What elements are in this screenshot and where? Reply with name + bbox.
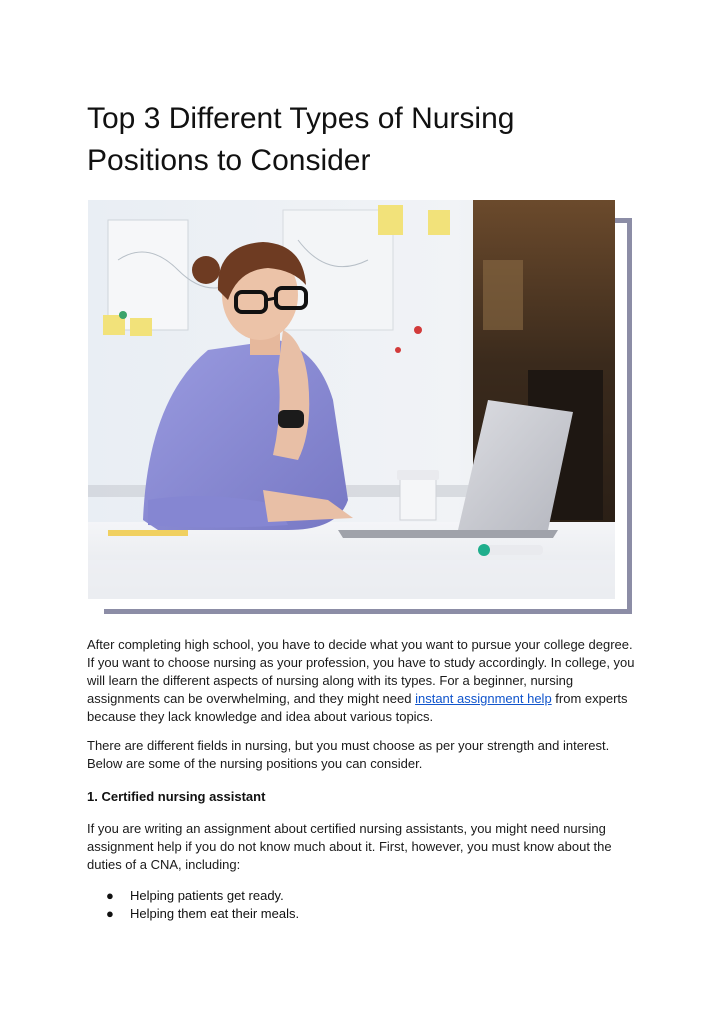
title-line-1: Top 3 Different Types of Nursing <box>87 102 515 135</box>
list-item <box>87 887 299 905</box>
fields-paragraph: There are different fields in nursing, but you must choose as per your strength and interest. Below are some of the nursing positions you can consider. <box>87 738 610 771</box>
intro-paragraph <box>87 636 637 726</box>
cna-duties-list <box>87 887 299 923</box>
section-heading-cna: 1. Certified nursing assistant <box>87 789 266 804</box>
page-title <box>87 98 647 182</box>
instant-assignment-help-link[interactable]: instant assignment help <box>415 691 552 706</box>
cna-paragraph: If you are writing an assignment about certified nursing assistants, you might need nursing assignment help if you do not know much about it. First, however, you must know about the duties of a CNA, including: <box>87 821 612 872</box>
nurse-at-laptop-photo <box>88 200 615 599</box>
list-item-text: Helping patients get ready. <box>130 888 284 903</box>
bullet-icon: ● <box>106 906 114 921</box>
list-item-text: Helping them eat their meals. <box>130 906 300 921</box>
intro-text-after-link: from experts because they lack knowledge and idea about various topics. <box>87 691 628 724</box>
intro-text-before-link: After completing high school, you have to decide what you want to pursue your college degree. If you want to choose nursing as your profession, you have to study accordingly. In college, you will learn the different aspects of nursing along with its types. For a beginner, nursing assignments can be overwhelming, and they might need <box>87 637 635 706</box>
bullet-icon: ● <box>106 888 114 903</box>
article-figure <box>88 200 636 618</box>
title-line-2: Positions to Consider <box>87 144 371 177</box>
list-item <box>87 905 299 923</box>
